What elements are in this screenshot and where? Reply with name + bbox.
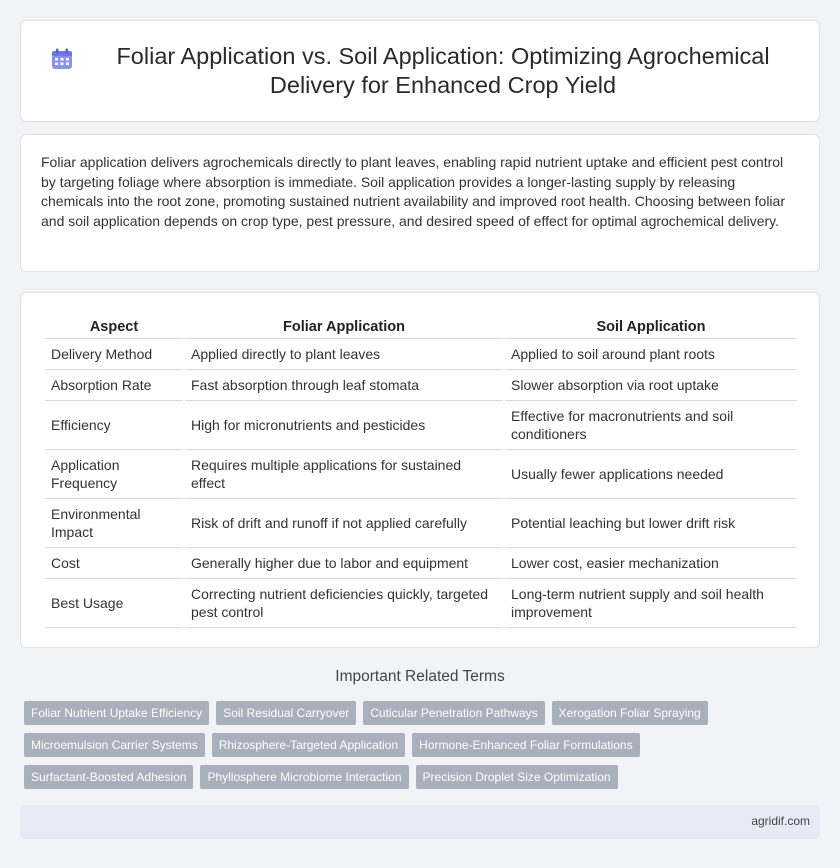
table-header-row — [45, 313, 797, 339]
table-row — [45, 339, 797, 370]
tag-surfactant-boosted-adhesion[interactable]: Surfactant-Boosted Adhesion — [24, 765, 193, 789]
table-row — [45, 370, 797, 401]
comparison-table — [43, 313, 799, 628]
header-foliar: Foliar Application — [185, 313, 503, 339]
cell-aspect: Cost — [45, 548, 183, 579]
table-row — [45, 499, 797, 548]
cell-soil: Lower cost, easier mechanization — [505, 548, 797, 579]
cell-soil: Effective for macronutrients and soil conditioners — [505, 401, 797, 450]
cell-aspect: Efficiency — [45, 401, 183, 450]
table-row — [45, 450, 797, 499]
tag-hormone-enhanced-foliar-formulations[interactable]: Hormone-Enhanced Foliar Formulations — [412, 733, 639, 757]
tag-row — [24, 765, 814, 789]
cell-aspect: Application Frequency — [45, 450, 183, 499]
header-aspect: Aspect — [45, 313, 183, 339]
table-row — [45, 579, 797, 628]
intro-paragraph: Foliar application delivers agrochemicals directly to plant leaves, enabling rapid nutrient uptake and efficient pest control by targeting foliage where absorption is immediate. Soil application provides a longer-lasting supply by releasing chemicals into the root zone, promoting sustained nutrient availability and improved root health. Choosing between foliar and soil application depends on crop type, pest pressure, and desired speed of effect for optimal agrochemical delivery. — [41, 154, 785, 229]
cell-foliar: Correcting nutrient deficiencies quickly, targeted pest control — [185, 579, 503, 628]
tag-row — [24, 733, 814, 757]
tag-row — [24, 701, 814, 725]
related-terms-title: Important Related Terms — [335, 668, 505, 685]
cell-foliar: Risk of drift and runoff if not applied carefully — [185, 499, 503, 548]
intro-card — [20, 134, 820, 272]
table-row — [45, 548, 797, 579]
cell-soil: Applied to soil around plant roots — [505, 339, 797, 370]
cell-foliar: Fast absorption through leaf stomata — [185, 370, 503, 401]
cell-aspect: Absorption Rate — [45, 370, 183, 401]
tag-foliar-nutrient-uptake-efficiency[interactable]: Foliar Nutrient Uptake Efficiency — [24, 701, 209, 725]
cell-aspect: Best Usage — [45, 579, 183, 628]
cell-soil: Slower absorption via root uptake — [505, 370, 797, 401]
cell-foliar: Applied directly to plant leaves — [185, 339, 503, 370]
cell-soil: Potential leaching but lower drift risk — [505, 499, 797, 548]
tag-soil-residual-carryover[interactable]: Soil Residual Carryover — [216, 701, 356, 725]
cell-foliar: Generally higher due to labor and equipment — [185, 548, 503, 579]
cell-soil: Long-term nutrient supply and soil health improvement — [505, 579, 797, 628]
cell-aspect: Environmental Impact — [45, 499, 183, 548]
tag-xerogation-foliar-spraying[interactable]: Xerogation Foliar Spraying — [552, 701, 708, 725]
comparison-card — [20, 292, 820, 648]
page-title: Foliar Application vs. Soil Application: Optimizing Agrochemical Delivery for Enhanced Crop Yield — [116, 43, 770, 98]
header-soil: Soil Application — [505, 313, 797, 339]
cell-foliar: Requires multiple applications for sustained effect — [185, 450, 503, 499]
cell-aspect: Delivery Method — [45, 339, 183, 370]
tag-phyllosphere-microbiome-interaction[interactable]: Phyllosphere Microbiome Interaction — [200, 765, 408, 789]
footer-site-link[interactable]: agridif.com — [751, 814, 810, 828]
footer — [20, 805, 820, 839]
related-terms-tags — [24, 701, 814, 797]
cell-soil: Usually fewer applications needed — [505, 450, 797, 499]
table-row — [45, 401, 797, 450]
title-card — [20, 20, 820, 122]
tag-microemulsion-carrier-systems[interactable]: Microemulsion Carrier Systems — [24, 733, 205, 757]
tag-rhizosphere-targeted-application[interactable]: Rhizosphere-Targeted Application — [212, 733, 405, 757]
tag-precision-droplet-size-optimization[interactable]: Precision Droplet Size Optimization — [416, 765, 618, 789]
tag-cuticular-penetration-pathways[interactable]: Cuticular Penetration Pathways — [363, 701, 544, 725]
cell-foliar: High for micronutrients and pesticides — [185, 401, 503, 450]
calendar-icon — [51, 48, 73, 70]
